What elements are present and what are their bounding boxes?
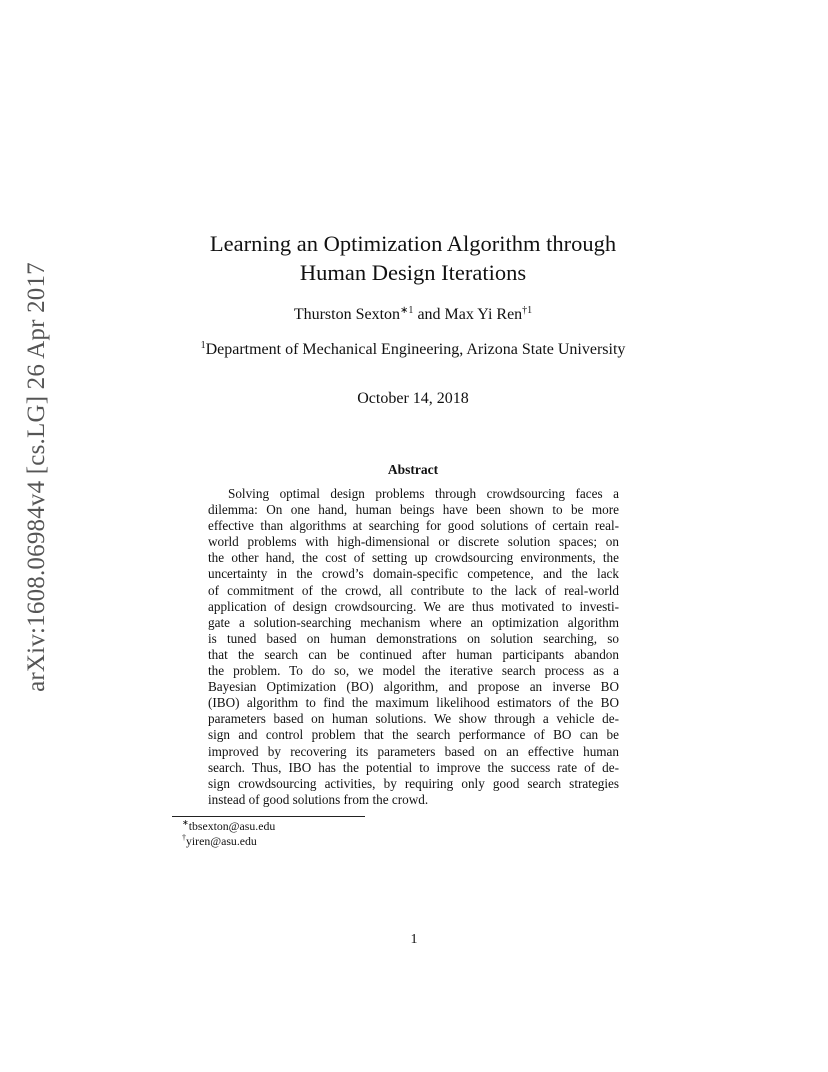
title-line-1: Learning an Optimization Algorithm through — [209, 231, 617, 256]
author-1-name: Thurston Sexton — [293, 306, 401, 323]
abstract-line: parameters based on human solutions. We show through a vehicle de- — [208, 711, 619, 727]
abstract-line: sign crowdsourcing activities, by requiring only good search strategies — [208, 775, 619, 791]
page-number: 1 — [410, 932, 418, 947]
author-2-name: Max Yi Ren — [444, 306, 523, 323]
abstract-line: effective than algorithms at searching for good solutions of certain real- — [208, 518, 619, 534]
author-connector: and — [417, 306, 441, 323]
affiliation-mark: 1 — [200, 340, 206, 351]
paper-date: October 14, 2018 — [357, 390, 469, 407]
abstract-line: is tuned based on human demonstrations on solution searching, so — [208, 630, 619, 646]
footnote-divider — [172, 816, 365, 817]
abstract-line: sign and control problem that the search performance of BO can be — [208, 727, 619, 743]
abstract-line: Bayesian Optimization (BO) algorithm, and propose an inverse BO — [208, 679, 619, 695]
abstract-line: instead of good solutions from the crowd. — [208, 791, 429, 807]
footnote-2-mark: † — [182, 833, 186, 842]
footnote-1 — [182, 819, 275, 834]
paper-title — [150, 229, 676, 287]
abstract-body — [208, 486, 619, 808]
abstract-line: dilemma: On one hand, human beings have been shown to be more — [208, 502, 619, 518]
footnotes — [182, 819, 275, 849]
abstract-line: search. Thus, IBO has the potential to improve the success rate of de- — [208, 759, 619, 775]
abstract-line: that the search can be continued after human participants abandon — [208, 646, 619, 662]
abstract-line: (IBO) algorithm to find the maximum likelihood estimators of the BO — [208, 695, 619, 711]
author-1-mark: ∗1 — [400, 305, 414, 316]
abstract-line: gate a solution-searching mechanism where an optimization algorithm — [208, 614, 619, 630]
title-line-2: Human Design Iterations — [299, 260, 527, 285]
footnote-2-email: yiren@asu.edu — [186, 834, 257, 848]
abstract-line: world problems with high-dimensional or discrete solution spaces; on — [208, 534, 619, 550]
affiliation-text: Department of Mechanical Engineering, Arizona State University — [205, 341, 626, 358]
abstract-line: of commitment of the crowd, all contribute to the lack of real-world — [208, 582, 619, 598]
footnote-1-email: tbsexton@asu.edu — [188, 819, 276, 833]
author-2-mark: †1 — [522, 305, 533, 316]
abstract-line: uncertainty in the crowd’s domain-specific competence, and the lack — [208, 566, 619, 582]
abstract-heading: Abstract — [387, 462, 439, 477]
footnote-1-mark: ∗ — [182, 818, 189, 827]
abstract-line: application of design crowdsourcing. We are thus motivated to investi- — [208, 598, 619, 614]
abstract-line: the other hand, the cost of setting up crowdsourcing environments, the — [208, 550, 619, 566]
affiliation — [100, 340, 726, 360]
abstract-line: improved by recovering its parameters based on an effective human — [208, 743, 619, 759]
abstract-line: Solving optimal design problems through crowdsourcing faces a — [228, 486, 619, 501]
footnote-2 — [182, 834, 275, 849]
arxiv-sidebar-stamp: arXiv:1608.06984v4 [cs.LG] 26 Apr 2017 — [23, 262, 50, 692]
author-list — [150, 305, 676, 325]
abstract-line: the problem. To do so, we model the iterative search process as a — [208, 663, 619, 679]
